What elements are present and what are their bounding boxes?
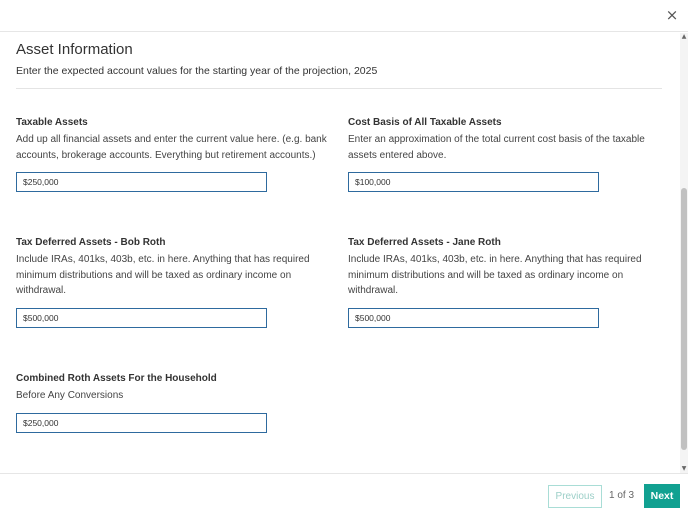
close-icon[interactable]: × [665,6,679,24]
field-help: Include IRAs, 401ks, 403b, etc. in here. Anything that has required minimum distributions and will be taxed as ordinary income on withdrawal. [16,254,310,296]
previous-button[interactable]: Previous [548,485,602,508]
field-help: Include IRAs, 401ks, 403b, etc. in here. Anything that has required minimum distributions and will be taxed as ordinary income on withdrawal. [348,254,642,296]
section-title: Asset Information [16,41,133,58]
field-help: Add up all financial assets and enter the current value here. (e.g. bank accounts, brokerage accounts. Everything but retirement accounts.) [16,134,327,161]
roth-assets-input[interactable] [16,413,267,433]
scroll-down-icon[interactable]: ▼ [681,465,687,472]
taxable-assets-input[interactable] [16,172,267,192]
field-label: Tax Deferred Assets - Jane Roth [348,237,501,248]
field-help: Enter an approximation of the total current cost basis of the taxable assets entered above. [348,134,645,161]
field-label: Cost Basis of All Taxable Assets [348,117,502,128]
section-subtitle: Enter the expected account values for the starting year of the projection, 2025 [16,65,378,77]
divider [16,88,662,89]
scroll-thumb[interactable] [681,188,687,450]
field-label: Tax Deferred Assets - Bob Roth [16,237,166,248]
field-roth-assets [16,372,316,404]
field-label: Taxable Assets [16,117,88,128]
field-taxable-assets [16,116,334,163]
next-button[interactable]: Next [644,484,680,508]
cost-basis-input[interactable] [348,172,599,192]
field-tax-deferred-jane [348,236,648,299]
modal-header [0,0,688,32]
field-help: Before Any Conversions [16,390,124,401]
tax-deferred-bob-input[interactable] [16,308,267,328]
vertical-scrollbar[interactable] [680,33,688,473]
modal-footer [0,473,688,515]
field-label: Combined Roth Assets For the Household [16,373,217,384]
modal-body [0,33,680,473]
field-tax-deferred-bob [16,236,316,299]
field-cost-basis [348,116,658,163]
tax-deferred-jane-input[interactable] [348,308,599,328]
page-indicator: 1 of 3 [609,490,635,501]
scroll-up-icon[interactable]: ▲ [681,33,687,40]
